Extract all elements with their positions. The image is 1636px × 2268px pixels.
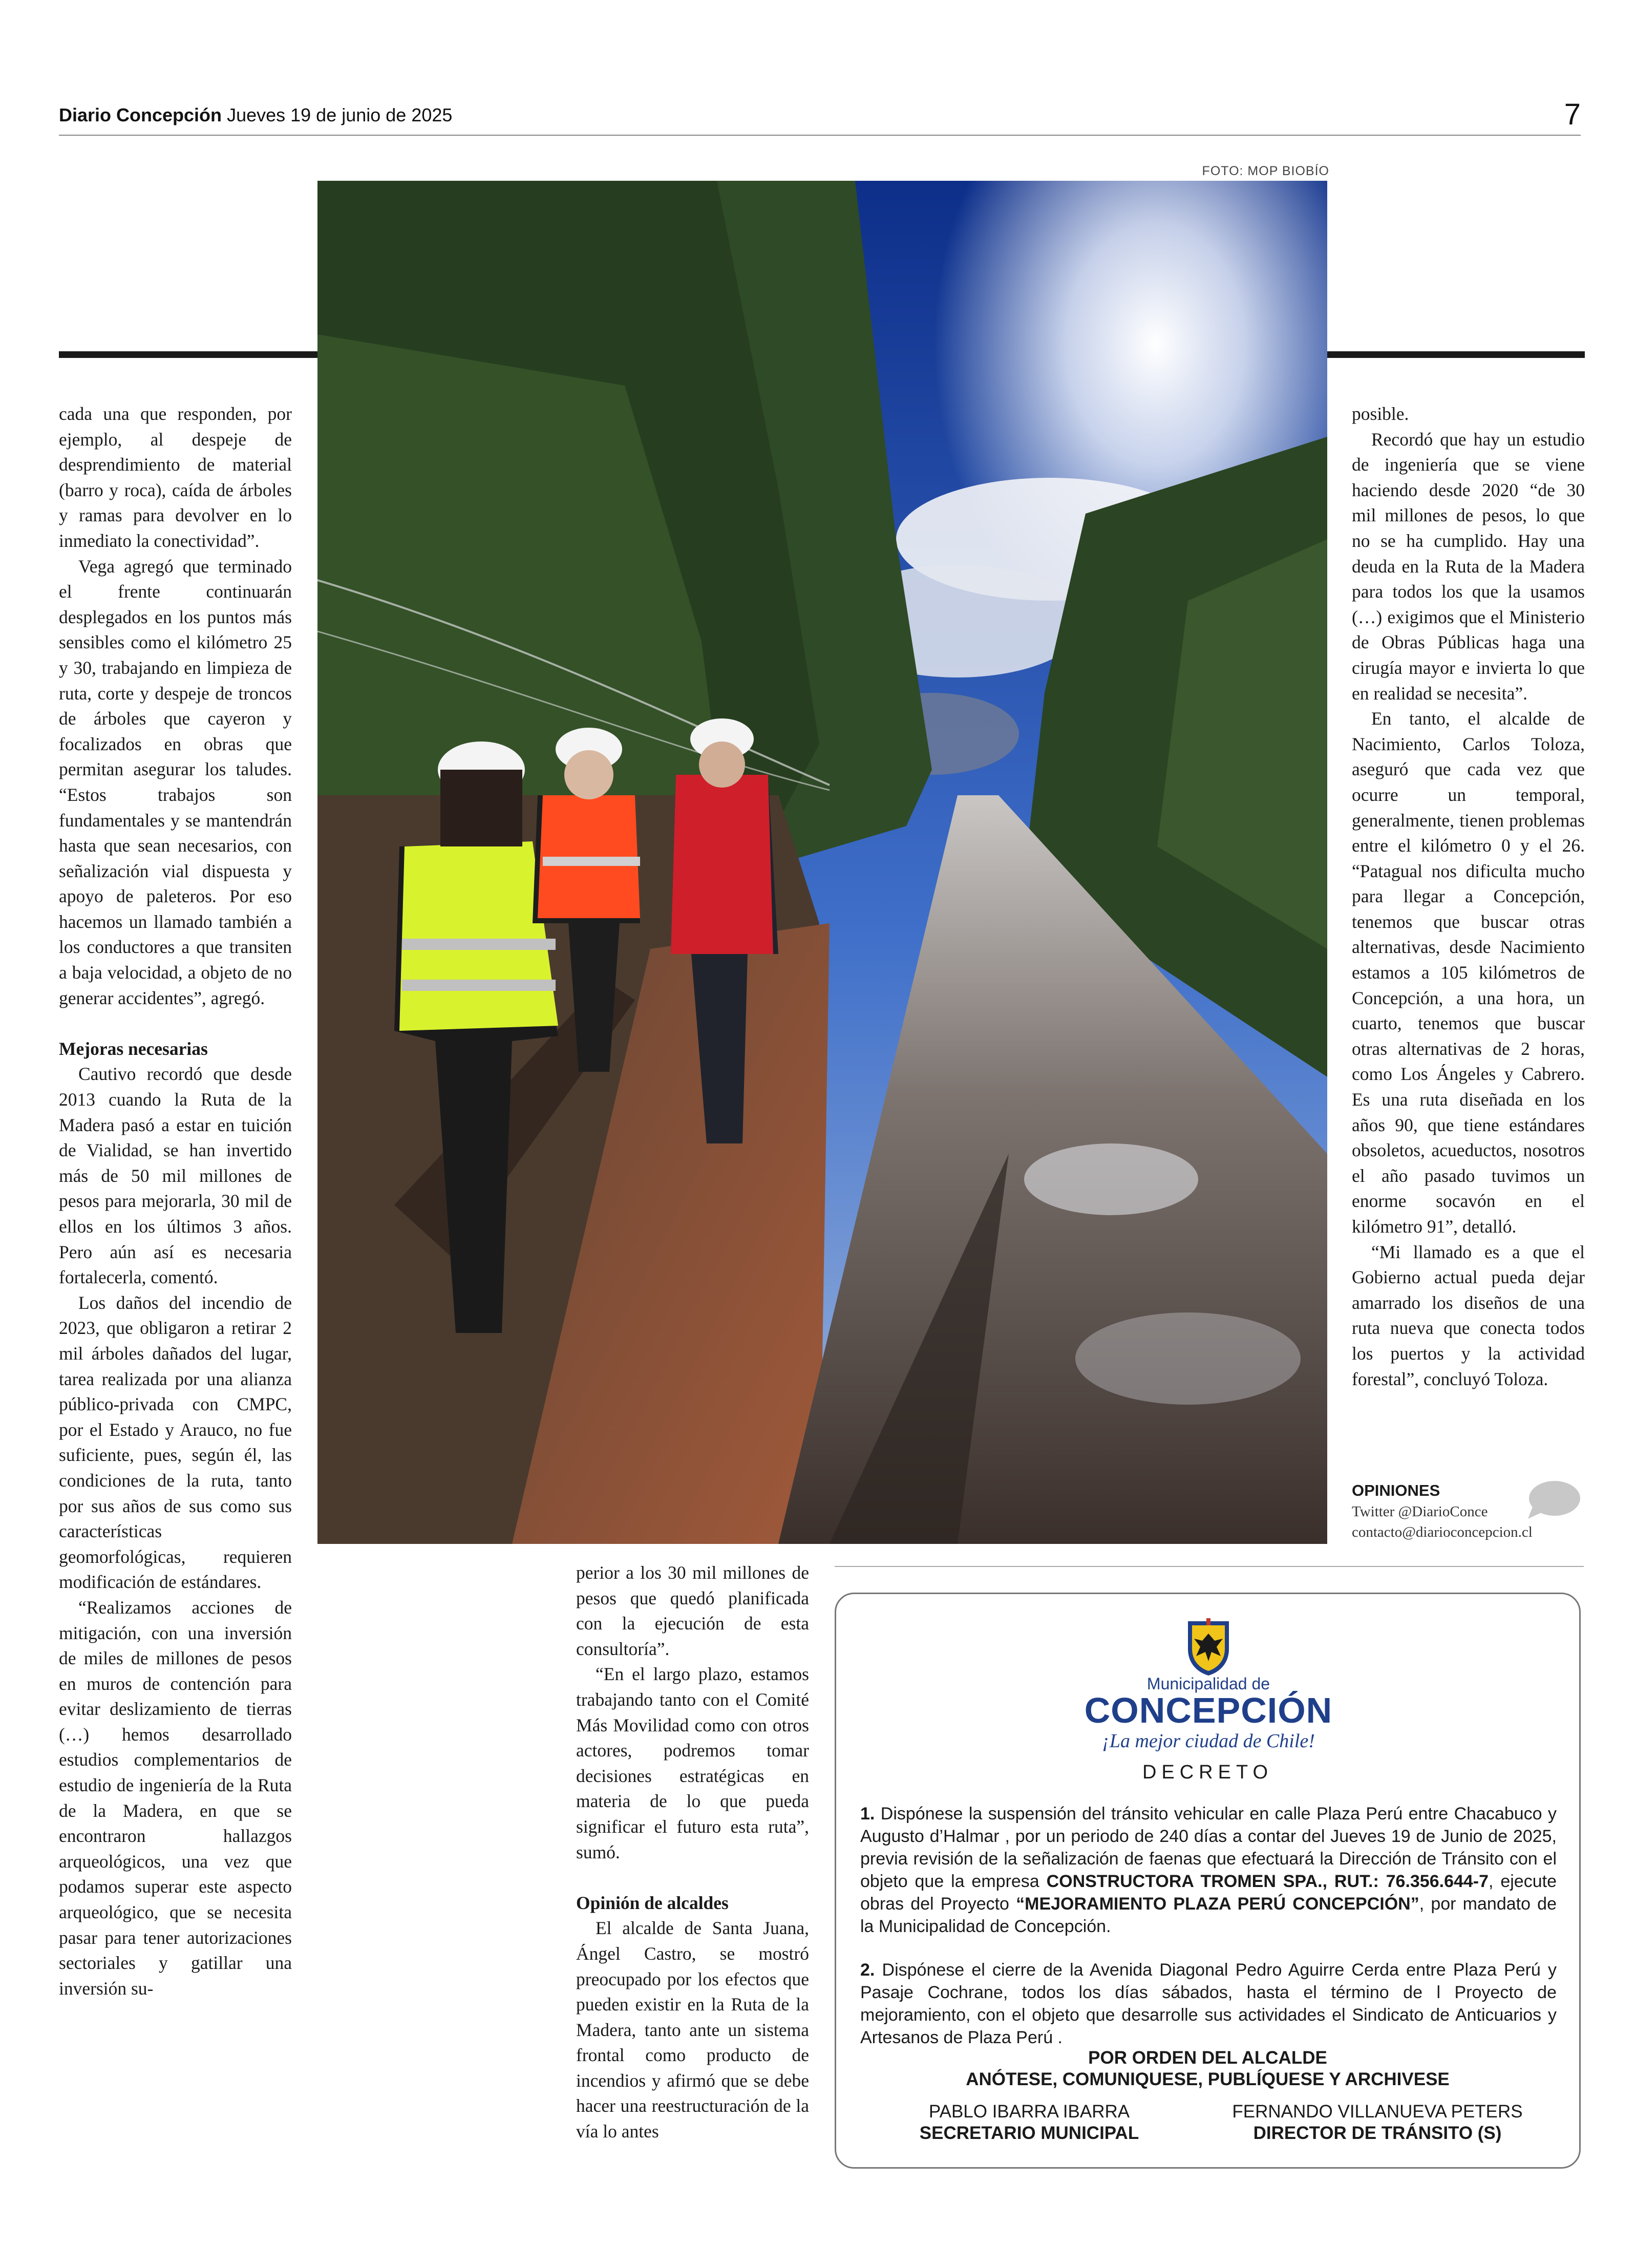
section-bar-right: [1327, 351, 1585, 358]
item-number: 2.: [860, 1960, 875, 1980]
article-photo: [317, 181, 1327, 1544]
subheading: Opinión de alcaldes: [576, 1892, 729, 1913]
order-line-2: ANÓTESE, COMUNIQUESE, PUBLÍQUESE Y ARCHIVESE: [966, 2069, 1450, 2089]
decreto-title: DECRETO: [1142, 1762, 1273, 1783]
paragraph: “Mi llamado es a que el Gobierno actual pueda dejar amarrado los diseños de una ruta nueva que conecta todos los puertos y la actividad forestal”, concluyó Toloza.: [1352, 1241, 1585, 1389]
item-text: Dispónese el cierre de la Avenida Diagonal Pedro Aguirre Cerda entre Plaza Perú y Pasaje Cochrane, todos los días sábados, hasta el término de l Proyecto de mejoramiento, con el objeto que desarrolle sus actividades el Sindicato de Anticuarios y Artesanos de Plaza Perú .: [860, 1960, 1557, 2047]
paragraph: Los daños del incendio de 2023, que obligaron a retirar 2 mil árboles dañados del lugar, tarea realizada por una alianza público-privada con CMPC, por el Estado y Arauco, no fue suficiente, pues, según él, las condiciones de la ruta, tanto por sus años de sus como sus características geomorfológicas, requieren modificación de estándares.: [59, 1292, 292, 1593]
signatory-role: SECRETARIO MUNICIPAL: [919, 2123, 1139, 2143]
subheading: Mejoras necesarias: [59, 1038, 208, 1059]
decreto-item-1: [860, 1803, 1557, 1938]
signatory-name: PABLO IBARRA IBARRA: [928, 2102, 1130, 2122]
contact-email[interactable]: contacto@diarioconcepcion.cl: [1352, 1524, 1533, 1540]
speech-bubble-icon: [1526, 1479, 1581, 1521]
paragraph: Cautivo recordó que desde 2013 cuando la Ruta de la Madera pasó a estar en tuición de Vialidad, se han invertido más de 50 mil millones de pesos para mejorarla, 30 mil de ellos en los últimos 3 años. Pero aún así es necesaria fortalecerla, comentó.: [59, 1064, 292, 1288]
signatory-role: DIRECTOR DE TRÁNSITO (S): [1253, 2123, 1502, 2143]
issue-date: Jueves 19 de junio de 2025: [227, 104, 453, 125]
item-text: Dispónese la suspensión del tránsito vehicular en calle Plaza Perú entre Chacabuco y Augusto d’Halmar , por un periodo de 240 días a contar del Jueves 19 de Junio de 2025, previa revisión de la señalización de faenas que efectuará la Dirección de Tránsito con el objeto que la empresa: [860, 1804, 1557, 1891]
spacer: [576, 1865, 809, 1891]
paragraph: posible.: [1352, 404, 1409, 424]
header-rule: [59, 135, 1581, 136]
municipality-label: Municipalidad de: [1146, 1674, 1270, 1693]
photo-credit: FOTO: MOP BIOBÍO: [1202, 164, 1329, 178]
article-column-3: [1352, 401, 1585, 1392]
paragraph: En tanto, el alcalde de Nacimiento, Carlos Toloza, aseguró que cada vez que ocurre un temporal, generalmente, tienen problemas entre el kilómetro 0 y el 26. “Patagual nos dificulta mucho para llegar a Concepción, tenemos que buscar otras alternativas, desde Nacimiento estamos a 105 kilómetros de Concepción, a una hora, un cuarto, tenemos que buscar otras alternativas de 2 horas, como Los Ángeles y Cabrero. Es una ruta diseñada en los años 90, que tiene estándares obsoletos, acueductos, nosotros el año pasado tuvimos un enorme socavón en el kilómetro 91”, detalló.: [1352, 708, 1585, 1237]
paragraph: cada una que responden, por ejemplo, al despeje de desprendimiento de material (barro y roca), caída de árboles y ramas para devolver en lo inmediato la conectividad”.: [59, 404, 292, 551]
paragraph: “Realizamos acciones de mitigación, con una inversión de miles de millones de pesos en muros de contención para evitar deslizamiento de tierras (…) hemos desarrollado estudios complementarios de estudio de ingeniería de la Ruta de la Madera, en que se encontraron hallazgos arqueológicos, una vez que podamos superar este aspecto arqueológico, que se necesita pasar para tener autorizaciones sectoriales y gatillar una inversión su-: [59, 1597, 292, 1999]
order-line-1: POR ORDEN DEL ALCALDE: [1088, 2048, 1327, 2068]
municipal-crest-icon: [1167, 1618, 1249, 1678]
municipality-slogan: ¡La mejor ciudad de Chile!: [1102, 1730, 1315, 1752]
opiniones-title: OPINIONES: [1352, 1481, 1440, 1499]
paragraph: Vega agregó que terminado el frente continuarán desplegados en los puntos más sensibles como el kilómetro 25 y 30, trabajando en limpieza de ruta, corte y despeje de troncos de árboles que cayeron y focalizados en obras que permitan asegurar los taludes. “Estos trabajos son fundamentales y se mantendrán hasta que sean necesarios, con señalización vial dispuesta y apoyo de paleteros. Por eso hacemos un llamado también a los conductores a que transiten a baja velocidad, a objeto de no generar accidentes”, agregó.: [59, 556, 292, 1008]
section-bar-left: [59, 351, 317, 358]
signature-block-secretary: [860, 2101, 1198, 2144]
article-column-2: [576, 1560, 809, 2145]
item-number: 1.: [860, 1804, 875, 1824]
signatory-name: FERNANDO VILLANUEVA PETERS: [1232, 2102, 1523, 2122]
page-header: [59, 104, 452, 126]
signature-block-director: [1208, 2101, 1546, 2144]
paragraph: perior a los 30 mil millones de pesos que quedó planificada con la ejecución de esta consultoría”.: [576, 1562, 809, 1659]
paragraph: Recordó que hay un estudio de ingeniería que se viene haciendo desde 2020 “de 30 mil millones de pesos, lo que no se ha cumplido. Hay una deuda en la Ruta de la Madera para todos los que la usamos (…) exigimos que el Ministerio de Obras Públicas haga una cirugía mayor e invierta lo que en realidad se necesita”.: [1352, 429, 1585, 704]
article-column-1: [59, 401, 292, 2001]
paragraph: “En el largo plazo, estamos trabajando tanto con el Comité Más Movilidad como con otros actores, podremos tomar decisiones estratégicas en materia de lo que pueda significar el futuro esta ruta”, sumó.: [576, 1664, 809, 1862]
project-name: “MEJORAMIENTO PLAZA PERÚ CONCEPCIÓN”: [1016, 1894, 1419, 1914]
company-name: CONSTRUCTORA TROMEN SPA., RUT.: 76.356.644-7: [1046, 1872, 1489, 1891]
municipality-name: CONCEPCIÓN: [1084, 1690, 1333, 1730]
divider: [835, 1566, 1584, 1567]
spacer: [59, 1011, 292, 1036]
paragraph: El alcalde de Santa Juana, Ángel Castro, se mostró preocupado por los efectos que pueden existir en la Ruta de la Madera, tanto ante un sistema frontal como producto de incendios y afirmó que se debe hacer una reestructuración de la vía lo antes: [576, 1918, 809, 2142]
newspaper-name: Diario Concepción: [59, 104, 222, 125]
item-text: , ejecute obras del Proyecto: [860, 1872, 1557, 1914]
twitter-handle[interactable]: Twitter @DiarioConce: [1352, 1503, 1488, 1520]
road-scene-illustration: [317, 181, 1327, 1544]
page-number: 7: [1564, 98, 1581, 131]
decreto-item-2: [860, 1959, 1557, 2049]
item-text: , por mandato de la Municipalidad de Concepción.: [860, 1894, 1557, 1936]
